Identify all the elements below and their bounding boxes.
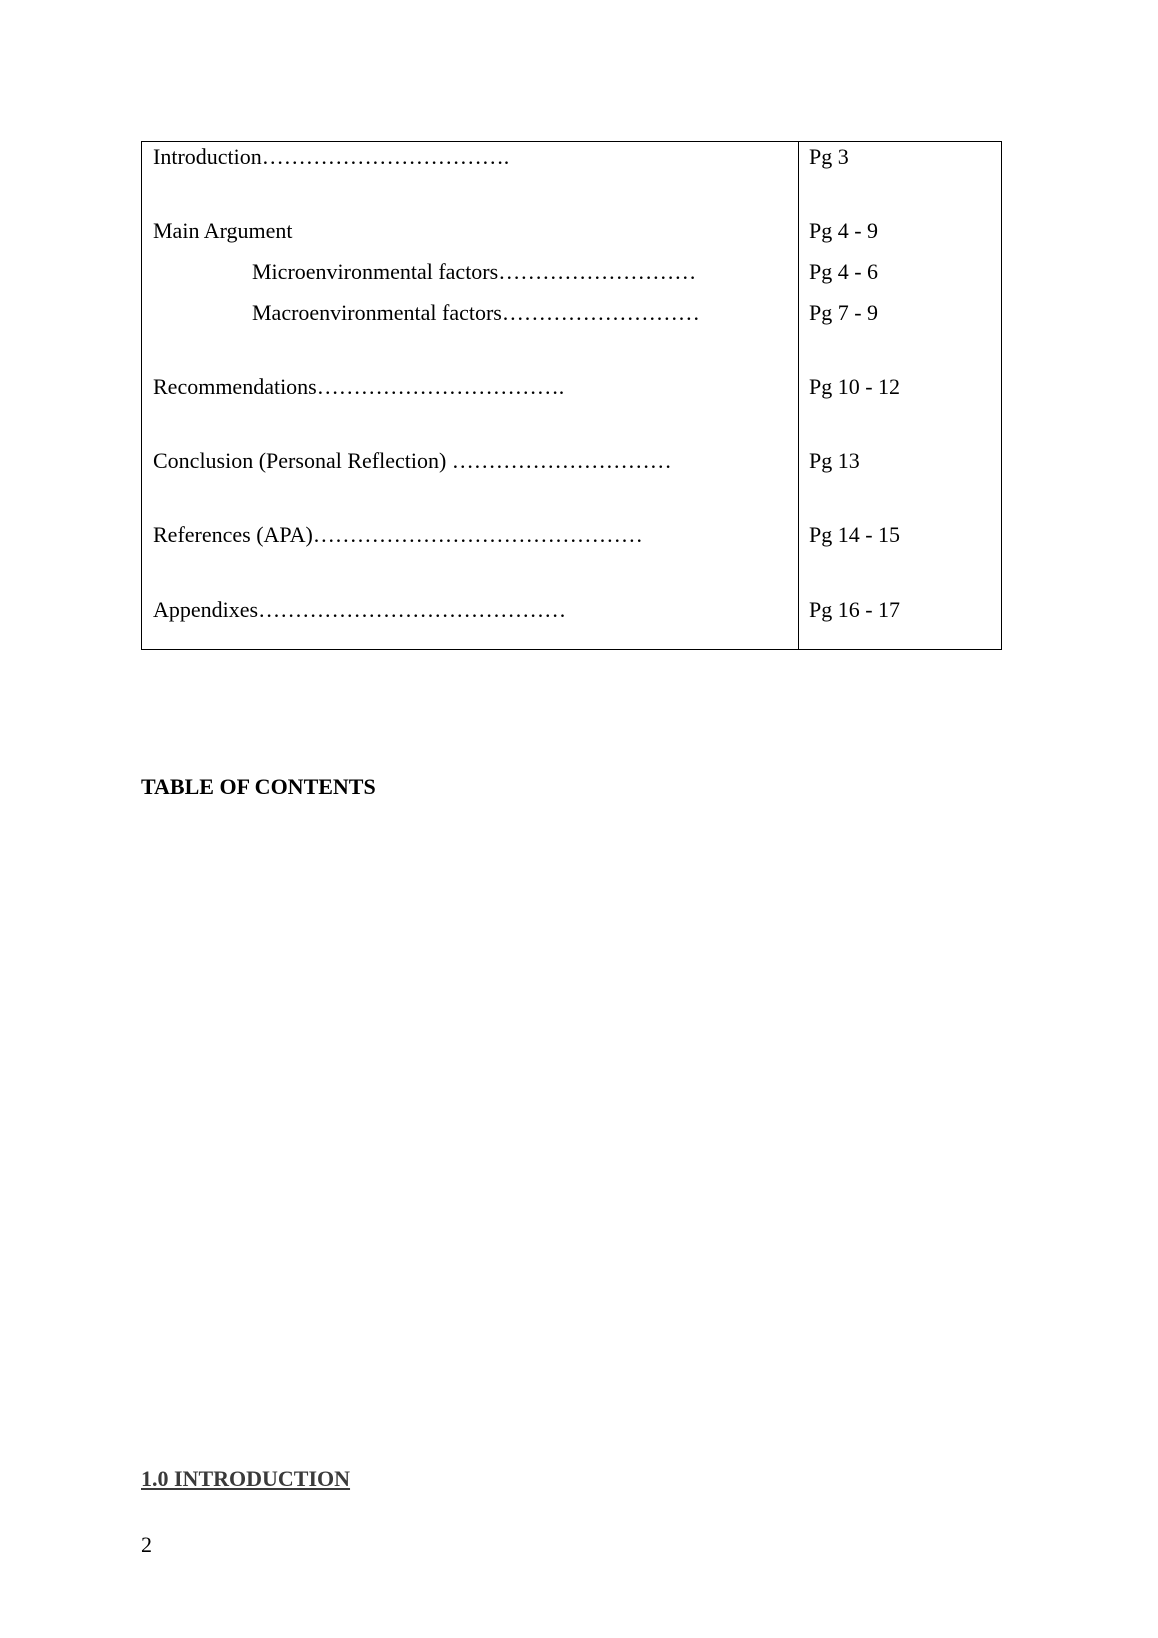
toc-row-recommendations (142, 372, 1001, 402)
toc-entry-title: Conclusion (Personal Reflection) ………………………… (153, 448, 672, 473)
toc-table (141, 141, 1002, 650)
toc-row-introduction (142, 142, 1001, 172)
toc-row-conclusion (142, 446, 1001, 476)
toc-entry-title: Introduction……………………………. (153, 144, 510, 169)
toc-entry-page: Pg 7 - 9 (809, 300, 879, 325)
toc-entry-title: Main Argument (153, 218, 293, 243)
section-heading-introduction: 1.0 INTRODUCTION (141, 1466, 351, 1491)
toc-heading: TABLE OF CONTENTS (141, 774, 376, 799)
toc-entry-page: Pg 13 (809, 448, 860, 473)
toc-entry-page: Pg 4 - 6 (809, 259, 879, 284)
toc-row-appendixes (142, 595, 1001, 625)
toc-entry-title: Recommendations……………………………. (153, 374, 565, 399)
toc-row-references (142, 520, 1001, 550)
toc-entry-page: Pg 16 - 17 (809, 597, 901, 622)
toc-row-microenvironmental (142, 257, 1001, 287)
toc-entry-title: References (APA)……………………………………… (153, 522, 643, 547)
toc-row-macroenvironmental (142, 298, 1001, 328)
toc-row-main-argument (142, 216, 1001, 246)
toc-entry-page: Pg 3 (809, 144, 849, 169)
toc-entry-title: Macroenvironmental factors……………………… (252, 300, 700, 325)
toc-entry-page: Pg 10 - 12 (809, 374, 901, 399)
toc-entry-title: Microenvironmental factors……………………… (252, 259, 697, 284)
toc-entry-page: Pg 4 - 9 (809, 218, 879, 243)
toc-entry-title: Appendixes…………………………………… (153, 597, 567, 622)
page-number: 2 (141, 1532, 152, 1557)
toc-entry-page: Pg 14 - 15 (809, 522, 901, 547)
